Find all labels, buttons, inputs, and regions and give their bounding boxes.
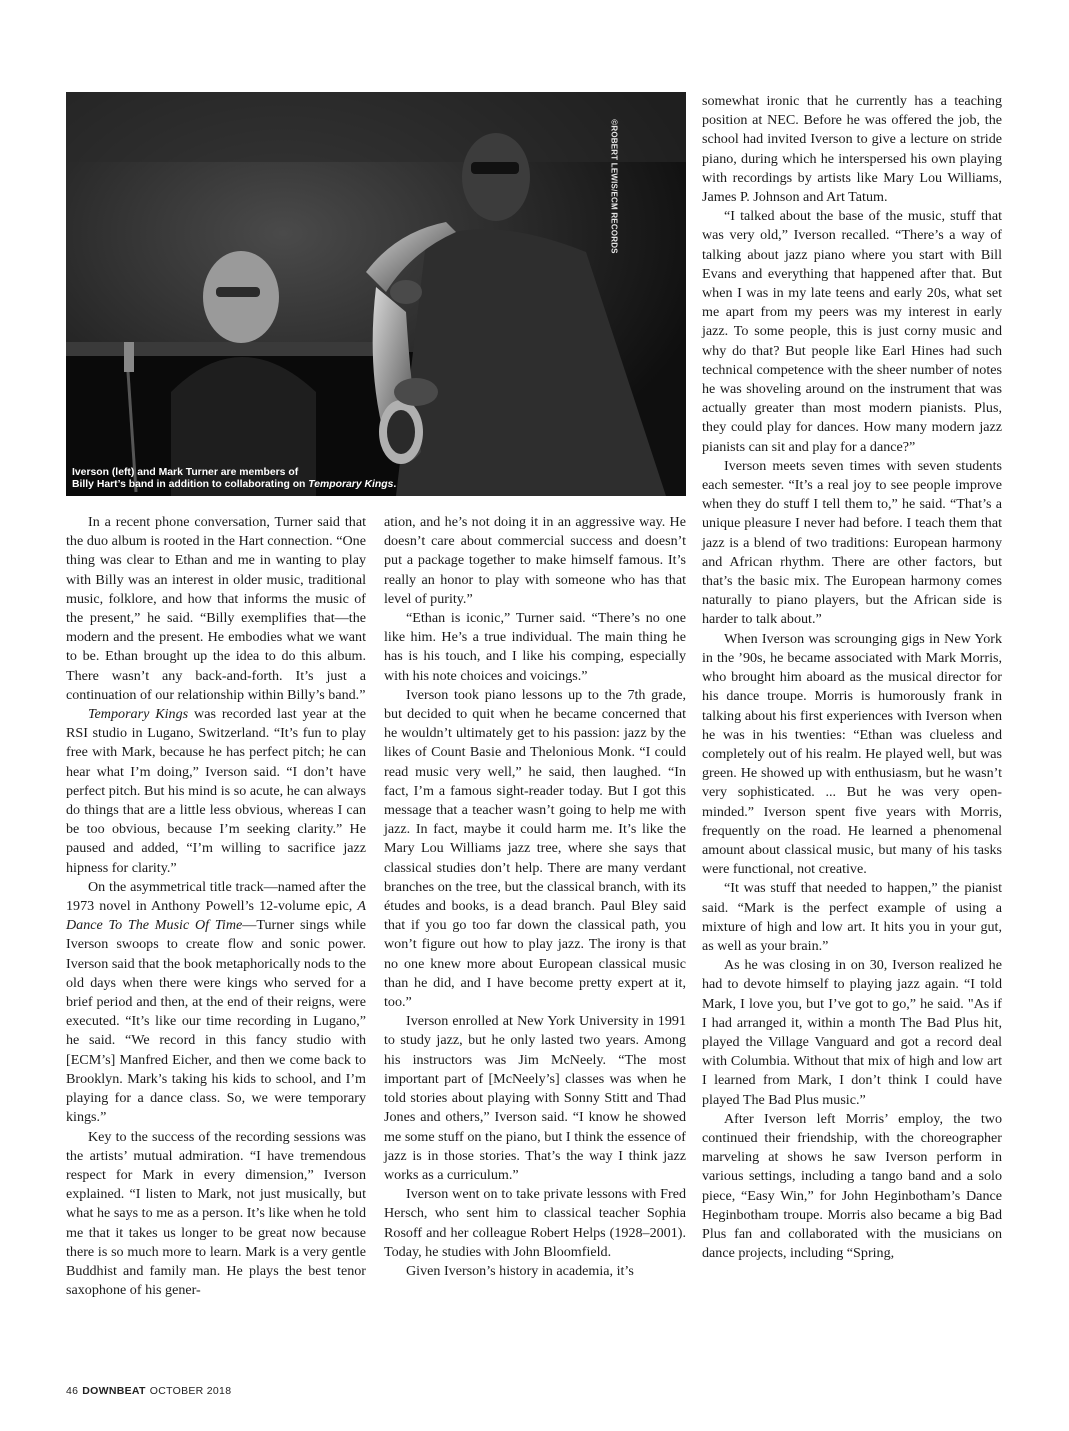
page-number: 46 — [66, 1385, 79, 1397]
novel-title: A Dance To The Music Of Time — [66, 898, 366, 934]
article-photo — [66, 92, 686, 496]
paragraph: As he was closing in on 30, Iverson realized he had to devote himself to playing jazz again. “I told Mark, I love you, but I’ve got to go,” he said. "As if I had arranged it, within a month The Bad Plus hit, played the Village Vanguard and got a record deal with Columbia. Without that mix of high and low art I learned from Mark, I don’t think I could have played The Bad Plus music.” — [702, 957, 1002, 1108]
caption-text: Billy Hart’s band in addition to collaborating on — [72, 478, 309, 490]
paragraph: After Iverson left Morris’ employ, the two continued their friendship, with the choreographer marveling at shows he saw Iverson perform in various settings, including a tango band and a solo piece, “Easy Win,” for John Heginbotham’s Dance Heginbotham troupe. Morris also became a big Bad Plus fan and collaborated with the musicians on dance projects, including “Spring, — [702, 1110, 1002, 1262]
photo-illustration — [66, 92, 686, 496]
paragraph: Iverson took piano lessons up to the 7th grade, but decided to quit when he became concerned that he wouldn’t ultimately get to his passion: jazz by the likes of Count Basie and Thelonious Monk. “I could read music very well,” he said, then laughed. “In fact, I’m a famous sight-reader today. But I got this message that a teacher wasn’t going to help me with jazz. In fact, maybe it could harm me. It’s like the Mary Lou Williams jazz tree, where she says that classical studies don’t help. There are many verdant branches on the tree, but the classical branch, with its études and books, is a dead branch. Paul Bley said that if you go too far down the classical path, you won’t figure out how to play jazz. The irony is that no one knew more about European classical music than he did, and I have become pretty expert at it, too.” — [384, 686, 686, 1011]
magazine-name: DOWNBEAT — [82, 1385, 146, 1397]
paragraph: Iverson meets seven times with seven students each semester. “It’s a real joy to see people improve when they do stuff I tell them to,” he said. “That’s a unique pleasure I never had before. I teach them that jazz is a blend of two traditions: European harmony and African rhythm. There are other factors, but that’s the basic mix. The European harmony comes naturally to piano players, but the African side is harder to talk about.” — [702, 457, 1002, 628]
caption-album-title: Temporary Kings — [308, 478, 394, 490]
article-column-3 — [702, 92, 1002, 1263]
paragraph — [66, 878, 366, 1128]
caption-line-1: Iverson (left) and Mark Turner are members of — [72, 467, 299, 478]
paragraph: Iverson enrolled at New York University in 1991 to study jazz, but he only lasted two years. Among his instructors was Jim McNeely. “The most important part of [McNeely’s] classes was when he told stories about playing with Sonny Stitt and Thad Jones and others,” Iverson said. “I know he showed me some stuff on the piano, but I think the essence of jazz is in those stories. That’s the way I think jazz works as a curriculum.” — [384, 1013, 686, 1183]
caption-period: . — [393, 478, 397, 490]
paragraph: “I talked about the base of the music, stuff that was very old,” Iverson recalled. “There’s a way of talking about jazz piano where you start with Bill Evans and everything that happened after that. But when I was in my late teens and early 20s, what set me apart from my peers was my interest in early jazz. To some people, this is just corny music and why do that? But people like Earl Hines had such technical competence with the sheer number of notes he was shoveling around on the instrument that was actually greater than most modern pianists. Plus, they could play for dances. How many modern jazz pianists can sit and play for a dance?” — [702, 208, 1002, 455]
page-footer — [66, 1385, 231, 1397]
paragraph-text: On the asymmetrical title track—named after the 1973 novel in Anthony Powell’s 12-volume epic, — [66, 878, 366, 915]
paragraph: ation, and he’s not doing it in an aggressive way. He doesn’t care about commercial success and doesn’t put a package together to make himself famous. It’s really an honor to play with someone who has that level of purity.” — [384, 514, 686, 607]
paragraph: Iverson went on to take private lessons with Fred Hersch, who sent him to classical teacher Sophia Rosoff and her colleague Robert Helps (1928–2001). Today, he studies with John Bloomfield. — [384, 1186, 686, 1260]
paragraph: somewhat ironic that he currently has a teaching position at NEC. Before he was offered the job, the school had invited Iverson to give a lecture on stride piano, during which he interspersed his own playing with recordings by artists like Mary Lou Williams, James P. Johnson and Art Tatum. — [702, 93, 1002, 206]
photo-credit: ©ROBERT LEWIS/ECM RECORDS — [609, 119, 619, 254]
paragraph: Given Iverson’s history in academia, it’s — [406, 1262, 634, 1279]
paragraph: “Ethan is iconic,” Turner said. “There’s no one like him. He’s a true individual. The main thing he has is his touch, and I like his comping, especially with his note choices and voicings.” — [384, 610, 686, 684]
article-column-1 — [66, 513, 366, 1300]
paragraph: In a recent phone conversation, Turner said that the duo album is rooted in the Hart connection. “One thing was clear to Ethan and me in wanting to play with Billy was an interest in older music, traditional music, folklore, and how that informs the music of the present,” he said. “Billy exemplifies that—the modern and the present. He embodies what we want to be. Ethan brought up the idea to do this album. There wasn’t any back-and-forth. It’s just a continuation of our relationship within Billy’s band.” — [66, 514, 366, 703]
paragraph — [66, 705, 366, 878]
album-title: Temporary Kings — [88, 706, 189, 723]
paragraph: Key to the success of the recording sessions was the artists’ mutual admiration. “I have tremendous respect for Mark in every dimension,” Iverson explained. “I listen to Mark, not just musically, but what he says to me as a person. It’s like when he told me that it takes us longer to be great now because there is so much more to learn. Mark is a very gentle Buddhist and family man. He plays the best tenor saxophone of his gener- — [66, 1128, 366, 1299]
paragraph: “It was stuff that needed to happen,” the pianist said. “Mark is the perfect example of using a mixture of high and low art. It hits you in your gut, as well as your brain.” — [702, 880, 1002, 954]
caption-line-2 — [72, 479, 396, 491]
photo-caption — [72, 467, 396, 490]
article-column-2 — [384, 513, 686, 1281]
paragraph-text: —Turner sings while Iverson swoops to create flow and sonic power. Iverson said that the book metaphorically nods to the old days when there were kings who served for a brief period and then, at the end of their reigns, were executed. “It’s like our time recording in Lugano,” he said. “We record in this fancy studio with [ECM’s] Manfred Eicher, and then we come back to Brooklyn. Mark’s taking his kids to school, and I’m playing for a dance class. So, we were temporary kings.” — [66, 917, 366, 1126]
issue-date: OCTOBER 2018 — [149, 1385, 232, 1397]
paragraph: When Iverson was scrounging gigs in New York in the ’90s, he became associated with Mark Morris, who brought him aboard as the musical director for his dance troupe. Morris is humorously frank in talking about his first experiences with Iverson when he was in his twenties: “Ethan was clueless and completely out of his realm. He played well, but was green. He showed up with enthusiasm, but he wasn’t very sophisticated. ... But he was very open-minded.” Iverson spent five years with Morris, frequently on the road. He learned a phenomenal amount about classical music, but many of his tasks were functional, not creative. — [702, 630, 1002, 878]
paragraph-text: was recorded last year at the RSI studio in Lugano, Switzerland. “It’s fun to play free with Mark, because he has perfect pitch; he can hear what I’m doing,” Iverson said. “I don’t have perfect pitch. But his mind is so acute, he can always do things that are a little less obvious, whereas I can be too obvious, because I’m seeking clarity.” He paused and added, “I’m willing to sacrifice jazz hipness for clarity.” — [66, 706, 366, 876]
